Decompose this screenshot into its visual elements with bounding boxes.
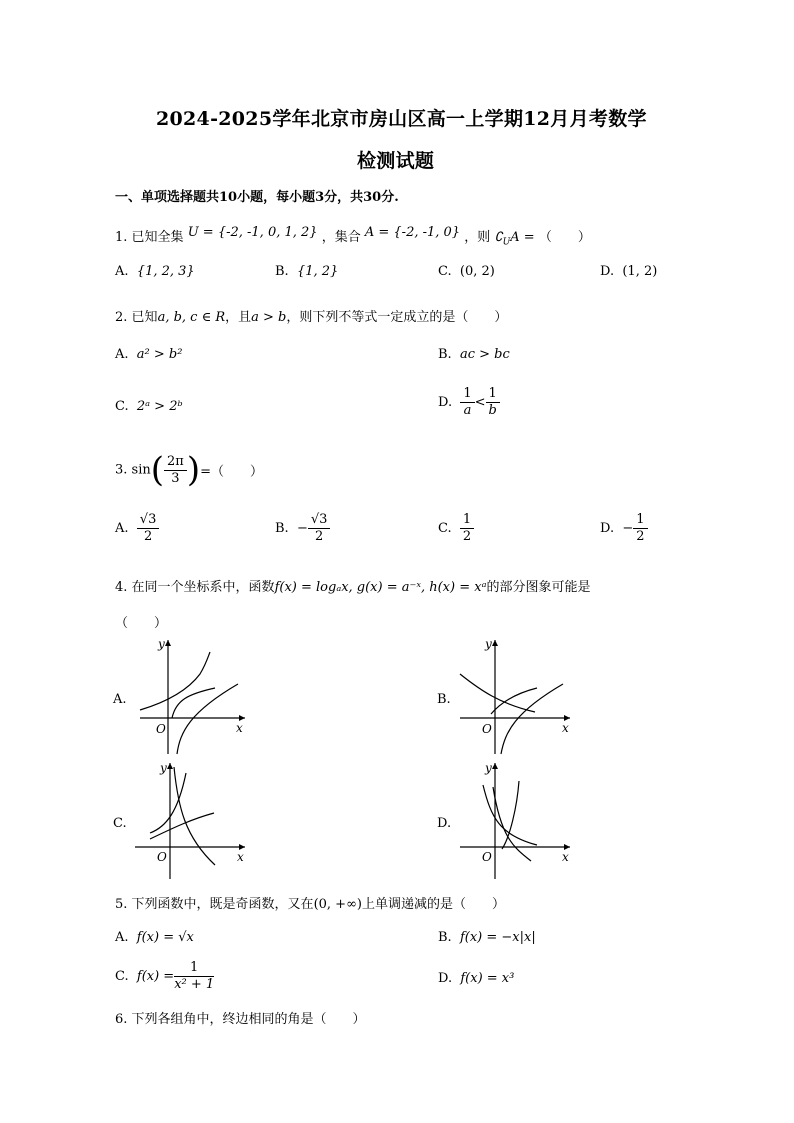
paren-left: ( [150, 450, 165, 490]
option-label: A. [115, 347, 129, 362]
option-label: B. [438, 930, 452, 945]
q4-graph-c [130, 757, 250, 882]
q1-option-b [275, 264, 338, 279]
option-label: A. [115, 930, 129, 945]
q2-option-a [115, 347, 182, 362]
denominator: x² + 1 [174, 977, 215, 992]
numerator: √3 [308, 512, 331, 529]
q5-option-d [438, 971, 514, 986]
option-label: C. [438, 264, 452, 279]
complement-subscript: U [502, 237, 511, 248]
x-axis-label: x [562, 721, 569, 735]
option-value: a² > b² [136, 347, 183, 362]
question-5 [115, 893, 505, 912]
q4-option-b-label: B. [437, 692, 451, 707]
option-label: B. [275, 521, 289, 536]
q2-option-b [438, 347, 510, 362]
q1-option-a [115, 264, 195, 279]
option-value: f(x) = √x [136, 930, 194, 945]
q1-universal-set: U = {-2, -1, 0, 1, 2} [187, 225, 318, 240]
q3-option-b [275, 512, 330, 545]
denominator: 3 [171, 470, 180, 486]
q1-a-equals: A = [510, 230, 535, 245]
option-value: (0, 2) [459, 264, 495, 279]
question-3 [115, 450, 263, 490]
q5-text1: 下列函数中，既是奇函数，又在 [131, 897, 314, 912]
option-label: D. [600, 264, 615, 279]
q2-text2: ，且 [225, 310, 252, 325]
question-4 [115, 576, 590, 595]
q4-option-a-label: A. [113, 692, 127, 707]
denominator: a [463, 403, 472, 418]
q5-option-a [115, 930, 194, 945]
q3-option-d [600, 512, 648, 545]
q6-number: 6. [115, 1012, 128, 1027]
x-axis-label: x [237, 850, 244, 864]
q2-text1: 已知 [131, 310, 158, 325]
option-value: {1, 2, 3} [136, 264, 195, 279]
q4-option-c-label: C. [113, 816, 127, 831]
option-label: B. [438, 347, 452, 362]
option-label: D. [438, 971, 453, 986]
less-than: < [474, 395, 486, 410]
q5-interval: (0, +∞) [313, 897, 362, 912]
numerator: 2π [164, 454, 187, 471]
q2-vars: a, b, c ∈ R [157, 310, 226, 325]
fraction [460, 512, 474, 545]
q2-option-d [438, 386, 500, 419]
q4-graph-d [455, 757, 575, 882]
numerator: 1 [460, 386, 474, 403]
q5-text2: 上单调递减的是（ ） [361, 897, 505, 912]
option-value: {1, 2} [296, 264, 339, 279]
question-2 [115, 306, 507, 325]
option-label: C. [115, 399, 129, 414]
option-label: A. [115, 264, 129, 279]
q1-option-c [438, 264, 495, 279]
q1-complement [494, 230, 535, 248]
q5-option-c [115, 960, 214, 993]
q4-functions: f(x) = logₐx, g(x) = a⁻ˣ, h(x) = xᵃ [274, 580, 487, 595]
y-axis-label: y [158, 637, 165, 651]
question-6 [115, 1008, 366, 1027]
q3-option-a [115, 512, 159, 545]
q2-number: 2. [115, 310, 128, 325]
section-heading: 一、单项选择题共10小题，每小题3分，共30分. [115, 190, 399, 205]
question-1 [115, 226, 591, 248]
q1-text3: ，则 [464, 230, 491, 245]
q1-number: 1. [115, 230, 128, 245]
q4-graph-a [130, 632, 250, 757]
fraction-1-over-a [460, 386, 474, 419]
denominator: 2 [636, 529, 645, 544]
fraction [633, 512, 647, 545]
numerator: √3 [137, 512, 160, 529]
option-value: 2ᵃ > 2ᵇ [136, 399, 183, 414]
numerator: 1 [174, 960, 214, 977]
origin-label: O [156, 722, 166, 736]
option-label: C. [438, 521, 452, 536]
denominator: b [488, 403, 497, 418]
q5-option-b [438, 930, 536, 945]
q4-text1: 在同一个坐标系中，函数 [131, 580, 275, 595]
q4-paren: （ ） [115, 616, 168, 631]
x-axis-label: x [562, 850, 569, 864]
q1-option-d [600, 264, 657, 279]
option-label: D. [438, 395, 453, 410]
denominator: 2 [462, 529, 472, 544]
paren-right: ) [186, 450, 201, 490]
q5-number: 5. [115, 897, 128, 912]
q4-text2: 的部分图象可能是 [486, 580, 591, 595]
fraction [308, 512, 331, 545]
numerator: 1 [633, 512, 647, 529]
denominator: 2 [315, 529, 324, 544]
title-line2: 检测试题 [357, 150, 435, 172]
option-lhs: f(x) = [136, 969, 175, 984]
q4-graph-b [455, 632, 575, 757]
x-axis-label: x [236, 721, 243, 735]
y-axis-label: y [485, 637, 492, 651]
q6-text: 下列各组角中，终边相同的角是（ ） [131, 1012, 366, 1027]
sign: − [296, 521, 308, 536]
denominator: 2 [143, 529, 153, 544]
y-axis-label: y [485, 761, 492, 775]
option-label: A. [115, 521, 129, 536]
option-value: f(x) = x³ [460, 971, 515, 986]
sign: − [622, 521, 634, 536]
q3-number: 3. [115, 462, 128, 478]
numerator: 1 [486, 386, 500, 403]
option-value: f(x) = −x|x| [459, 930, 536, 945]
origin-label: O [157, 850, 167, 864]
origin-label: O [482, 722, 492, 736]
complement-symbol: ∁ [494, 230, 503, 245]
option-label: C. [115, 969, 129, 984]
origin-label: O [482, 850, 492, 864]
option-label: B. [275, 264, 289, 279]
numerator: 1 [460, 512, 474, 529]
q4-option-d-label: D. [437, 816, 452, 831]
q1-text2: ，集合 [321, 230, 361, 245]
option-value: ac > bc [459, 347, 510, 362]
q1-text1: 已知全集 [131, 230, 184, 245]
title-line1: 2024-2025学年北京市房山区高一上学期12月月考数学 [156, 108, 647, 130]
option-label: D. [600, 521, 615, 536]
q1-paren: （ ） [538, 230, 591, 245]
q2-option-c [115, 399, 183, 414]
q2-text3: ，则下列不等式一定成立的是（ ） [286, 310, 508, 325]
fraction-2pi-over-3 [164, 454, 187, 487]
fraction [137, 512, 160, 545]
fraction [174, 960, 214, 993]
option-value: (1, 2) [622, 264, 658, 279]
q3-option-c [438, 512, 474, 545]
y-axis-label: y [160, 761, 167, 775]
sin-function: sin [131, 462, 151, 478]
q4-number: 4. [115, 580, 128, 595]
fraction-1-over-b [486, 386, 500, 419]
q1-set-a: A = {-2, -1, 0} [364, 225, 461, 240]
q3-equals: =（ ） [200, 464, 264, 480]
q2-condition: a > b [251, 310, 287, 325]
